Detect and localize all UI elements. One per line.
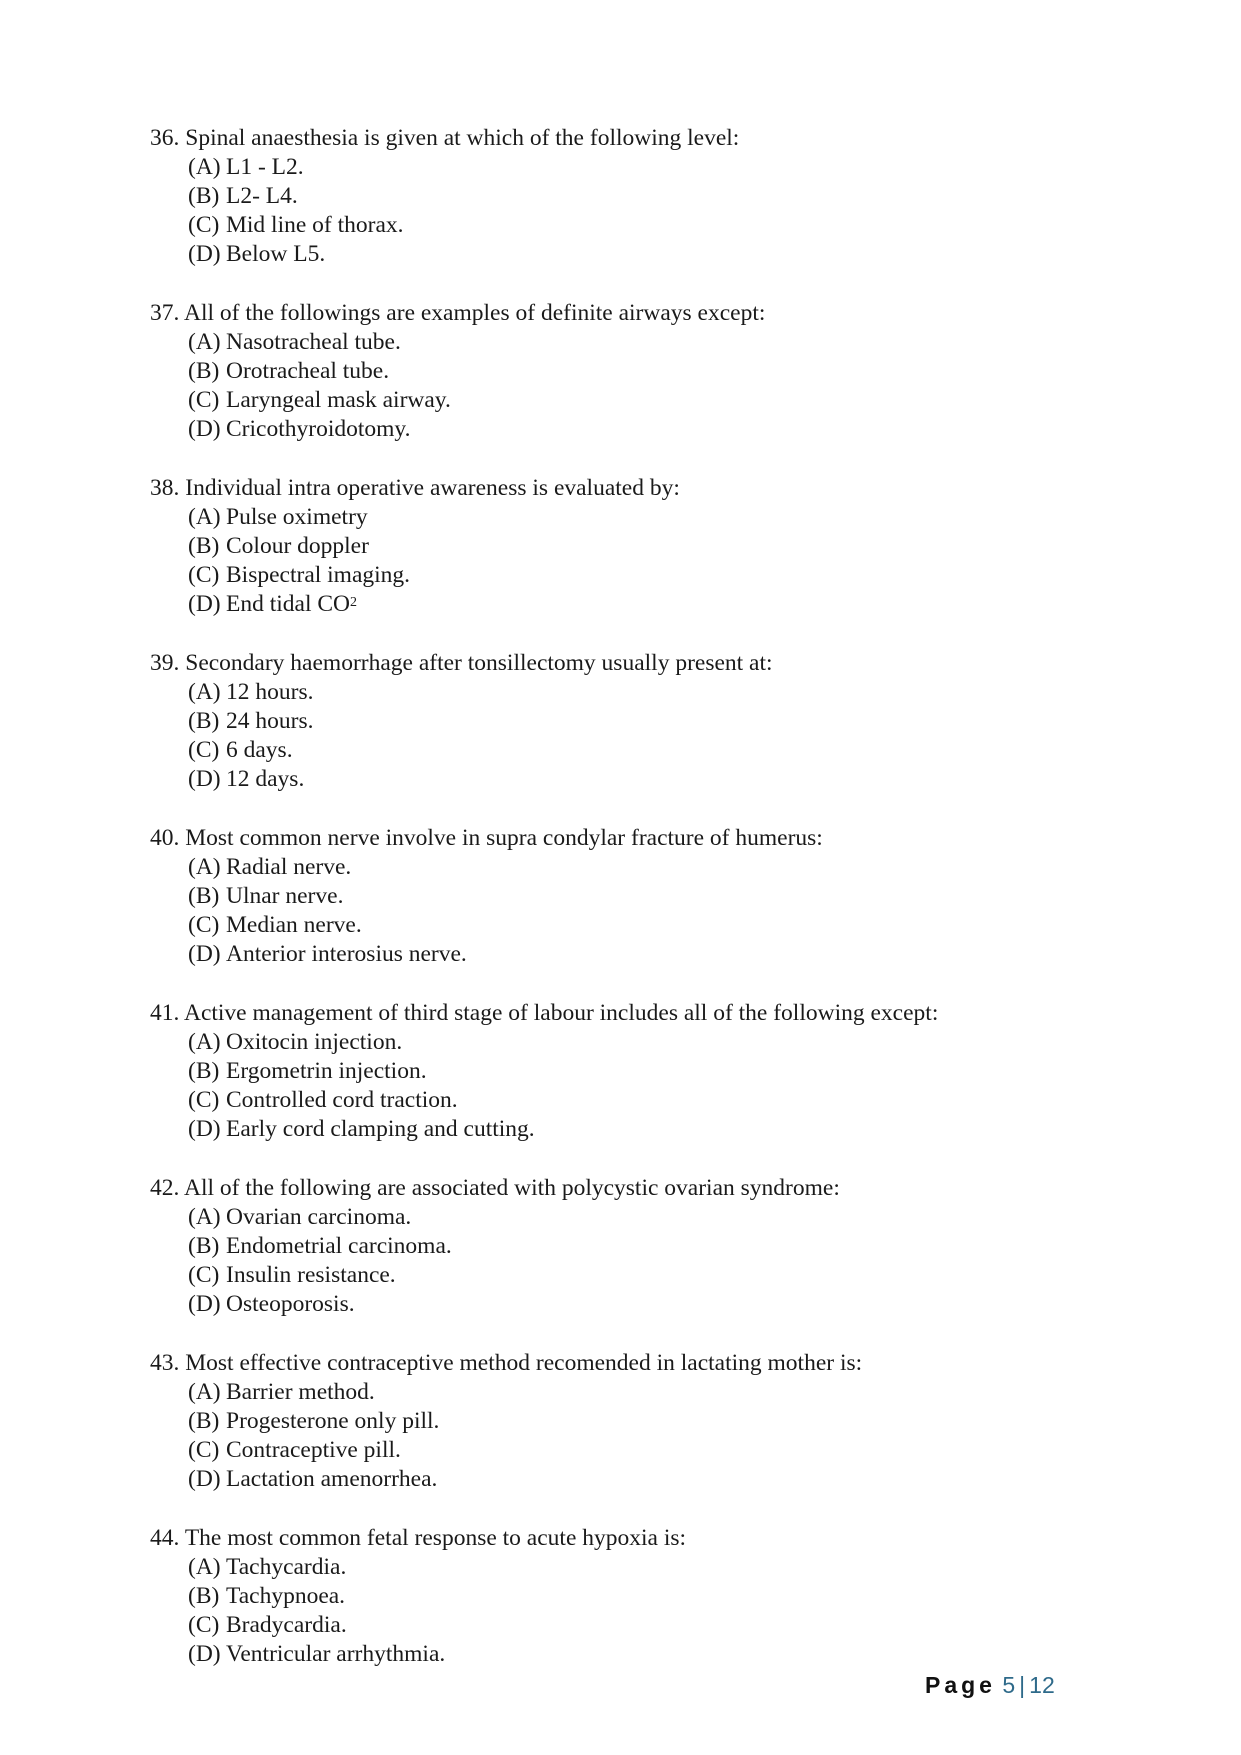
answer-option (150, 1640, 1150, 1669)
question-block (150, 649, 1150, 794)
option-letter: (A) (188, 504, 221, 530)
question-block (150, 1349, 1150, 1494)
question-text: Individual intra operative awareness is evaluated by: (185, 475, 680, 501)
answer-option (150, 678, 1150, 707)
option-text: Progesterone only pill. (226, 1408, 440, 1434)
option-text: 6 days. (226, 737, 293, 763)
option-text: L1 - L2. (226, 154, 304, 180)
option-text: Endometrial carcinoma. (226, 1233, 452, 1259)
answer-option (150, 386, 1150, 415)
answer-option (150, 328, 1150, 357)
option-superscript: 2 (350, 595, 358, 610)
answer-option (150, 882, 1150, 911)
option-letter: (D) (188, 1641, 221, 1667)
option-letter: (D) (188, 591, 221, 617)
question-number: 37. (150, 300, 180, 326)
option-text: 12 days. (226, 766, 305, 792)
option-letter: (D) (188, 241, 221, 267)
option-letter: (B) (188, 1408, 220, 1434)
answer-option (150, 1028, 1150, 1057)
question-number: 41. (150, 1000, 180, 1026)
page-separator: | (1019, 1672, 1026, 1698)
answer-option (150, 736, 1150, 765)
answer-option (150, 240, 1150, 269)
question-block (150, 1174, 1150, 1319)
option-text: Oxitocin injection. (226, 1029, 403, 1055)
option-letter: (C) (188, 212, 220, 238)
question-text: Most common nerve involve in supra condylar fracture of humerus: (185, 825, 823, 851)
option-letter: (D) (188, 766, 221, 792)
question-line (150, 1349, 1150, 1378)
answer-option (150, 1553, 1150, 1582)
option-text: End tidal CO (226, 591, 351, 617)
question-number: 39. (150, 650, 180, 676)
option-letter: (D) (188, 1466, 221, 1492)
answer-option (150, 561, 1150, 590)
option-letter: (C) (188, 737, 220, 763)
answer-option (150, 1057, 1150, 1086)
question-text: Active management of third stage of labour includes all of the following except: (183, 1000, 939, 1026)
question-list (150, 124, 1150, 1699)
question-block (150, 474, 1150, 619)
option-letter: (A) (188, 854, 221, 880)
option-text: Mid line of thorax. (226, 212, 404, 238)
answer-option (150, 1582, 1150, 1611)
option-letter: (C) (188, 387, 220, 413)
option-letter: (A) (188, 679, 221, 705)
option-text: Barrier method. (226, 1379, 375, 1405)
option-text: Pulse oximetry (226, 504, 368, 530)
option-text: Nasotracheal tube. (226, 329, 401, 355)
option-letter: (A) (188, 1204, 221, 1230)
option-text: Osteoporosis. (226, 1291, 355, 1317)
answer-option (150, 182, 1150, 211)
question-line (150, 1174, 1150, 1203)
answer-option (150, 1465, 1150, 1494)
option-letter: (D) (188, 941, 221, 967)
question-text: Most effective contraceptive method recomended in lactating mother is: (185, 1350, 863, 1376)
answer-option (150, 940, 1150, 969)
question-text: All of the following are associated with polycystic ovarian syndrome: (183, 1175, 840, 1201)
option-letter: (B) (188, 533, 220, 559)
question-block (150, 124, 1150, 269)
question-block (150, 824, 1150, 969)
option-text: Ergometrin injection. (226, 1058, 427, 1084)
answer-option (150, 765, 1150, 794)
question-number: 38. (150, 475, 180, 501)
option-letter: (C) (188, 912, 220, 938)
option-text: Insulin resistance. (226, 1262, 396, 1288)
question-number: 40. (150, 825, 180, 851)
answer-option (150, 1261, 1150, 1290)
answer-option (150, 590, 1150, 619)
answer-option (150, 357, 1150, 386)
option-text: Orotracheal tube. (226, 358, 390, 384)
question-line (150, 649, 1150, 678)
question-number: 36. (150, 125, 180, 151)
answer-option (150, 1232, 1150, 1261)
answer-option (150, 211, 1150, 240)
option-text: Tachypnoea. (226, 1583, 346, 1609)
question-number: 43. (150, 1350, 180, 1376)
option-letter: (B) (188, 883, 220, 909)
option-text: Laryngeal mask airway. (226, 387, 451, 413)
option-letter: (C) (188, 1437, 220, 1463)
option-letter: (B) (188, 1233, 220, 1259)
option-text: 12 hours. (226, 679, 314, 705)
option-letter: (C) (188, 1612, 220, 1638)
question-line (150, 474, 1150, 503)
question-line (150, 1524, 1150, 1553)
answer-option (150, 1407, 1150, 1436)
option-letter: (B) (188, 1583, 220, 1609)
option-letter: (D) (188, 416, 221, 442)
option-letter: (A) (188, 329, 221, 355)
option-letter: (A) (188, 154, 221, 180)
option-text: Controlled cord traction. (226, 1087, 458, 1113)
question-line (150, 999, 1150, 1028)
question-text: Secondary haemorrhage after tonsillectomy usually present at: (185, 650, 773, 676)
option-text: 24 hours. (226, 708, 314, 734)
option-letter: (A) (188, 1379, 221, 1405)
answer-option (150, 911, 1150, 940)
question-text: All of the followings are examples of definite airways except: (183, 300, 766, 326)
option-text: Ovarian carcinoma. (226, 1204, 412, 1230)
option-text: Median nerve. (226, 912, 362, 938)
option-letter: (D) (188, 1116, 221, 1142)
option-text: L2- L4. (226, 183, 298, 209)
answer-option (150, 1611, 1150, 1640)
answer-option (150, 707, 1150, 736)
question-line (150, 299, 1150, 328)
answer-option (150, 1115, 1150, 1144)
option-text: Radial nerve. (226, 854, 352, 880)
option-text: Ulnar nerve. (226, 883, 344, 909)
option-letter: (B) (188, 183, 220, 209)
answer-option (150, 1436, 1150, 1465)
answer-option (150, 532, 1150, 561)
option-text: Bradycardia. (226, 1612, 347, 1638)
answer-option (150, 1290, 1150, 1319)
option-letter: (B) (188, 1058, 220, 1084)
option-letter: (D) (188, 1291, 221, 1317)
option-text: Contraceptive pill. (226, 1437, 401, 1463)
answer-option (150, 415, 1150, 444)
option-text: Bispectral imaging. (226, 562, 411, 588)
option-letter: (A) (188, 1029, 221, 1055)
option-text: Lactation amenorrhea. (226, 1466, 438, 1492)
option-text: Tachycardia. (226, 1554, 347, 1580)
option-text: Early cord clamping and cutting. (226, 1116, 535, 1142)
current-page-number: 5 (1002, 1672, 1016, 1698)
option-letter: (B) (188, 708, 220, 734)
question-number: 42. (150, 1175, 180, 1201)
option-letter: (A) (188, 1554, 221, 1580)
option-letter: (C) (188, 562, 220, 588)
question-line (150, 824, 1150, 853)
question-block (150, 1524, 1150, 1669)
question-block (150, 299, 1150, 444)
question-block (150, 999, 1150, 1144)
question-text: The most common fetal response to acute hypoxia is: (184, 1525, 687, 1551)
option-letter: (B) (188, 358, 220, 384)
option-text: Below L5. (226, 241, 326, 267)
question-text: Spinal anaesthesia is given at which of the following level: (185, 125, 740, 151)
answer-option (150, 1086, 1150, 1115)
option-text: Colour doppler (226, 533, 369, 559)
page-label: Page (925, 1672, 996, 1698)
option-text: Anterior interosius nerve. (226, 941, 467, 967)
answer-option (150, 153, 1150, 182)
page-footer (925, 1672, 1055, 1699)
option-text: Cricothyroidotomy. (226, 416, 411, 442)
answer-option (150, 1378, 1150, 1407)
answer-option (150, 503, 1150, 532)
option-letter: (C) (188, 1087, 220, 1113)
answer-option (150, 853, 1150, 882)
total-pages-number: 12 (1029, 1672, 1055, 1698)
question-number: 44. (150, 1525, 180, 1551)
option-text: Ventricular arrhythmia. (226, 1641, 446, 1667)
answer-option (150, 1203, 1150, 1232)
option-letter: (C) (188, 1262, 220, 1288)
question-line (150, 124, 1150, 153)
